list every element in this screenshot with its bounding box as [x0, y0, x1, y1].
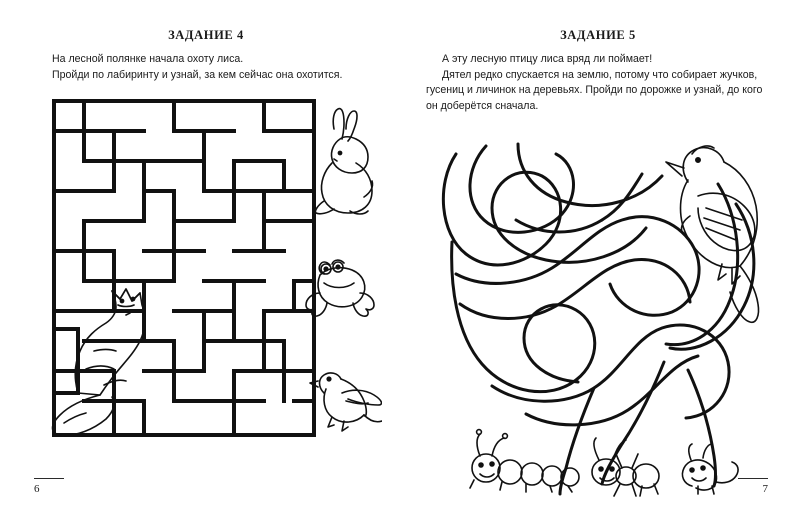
tangled-paths-graphic [426, 124, 770, 502]
path-lines [443, 144, 754, 494]
page-number-left: 6 [34, 483, 40, 495]
task-5-title: ЗАДАНИЕ 5 [560, 28, 636, 42]
worm-illustration [682, 444, 738, 494]
task-5-illustration [426, 124, 770, 502]
frog-illustration [306, 260, 374, 316]
task-4-text [34, 52, 378, 83]
task-5-line-1: А эту лесную птицу лиса вряд ли поймает! [442, 53, 653, 65]
footer-rule-right [738, 478, 768, 479]
footer-rule-left [34, 478, 64, 479]
left-page-footer [34, 478, 64, 495]
task-5-text [426, 52, 770, 114]
task-4-illustration [34, 93, 378, 453]
bird-illustration [310, 373, 382, 431]
task-4-title: ЗАДАНИЕ 4 [168, 28, 244, 42]
right-page [400, 0, 800, 513]
woodpecker-illustration [666, 146, 759, 322]
task-4-line-2: Пройди по лабиринту и узнай, за кем сейчас она охотится. [52, 68, 343, 81]
page-number-right: 7 [762, 483, 768, 495]
maze-grid-graphic [34, 93, 382, 453]
page-gutter [399, 0, 400, 513]
task-4-line-1: На лесной полянке начала охоту лиса. [52, 53, 244, 65]
ant-illustration [592, 438, 659, 496]
hare-illustration [315, 109, 372, 214]
task-5-line-2: Дятел редко спускается на землю, потому что собирает жучков, гусениц и личинок на деревьях. Пройди по дорожке и узнай, до кого он доберётся сначала. [426, 68, 763, 112]
caterpillar-illustration [470, 430, 579, 492]
right-page-footer [738, 478, 768, 495]
